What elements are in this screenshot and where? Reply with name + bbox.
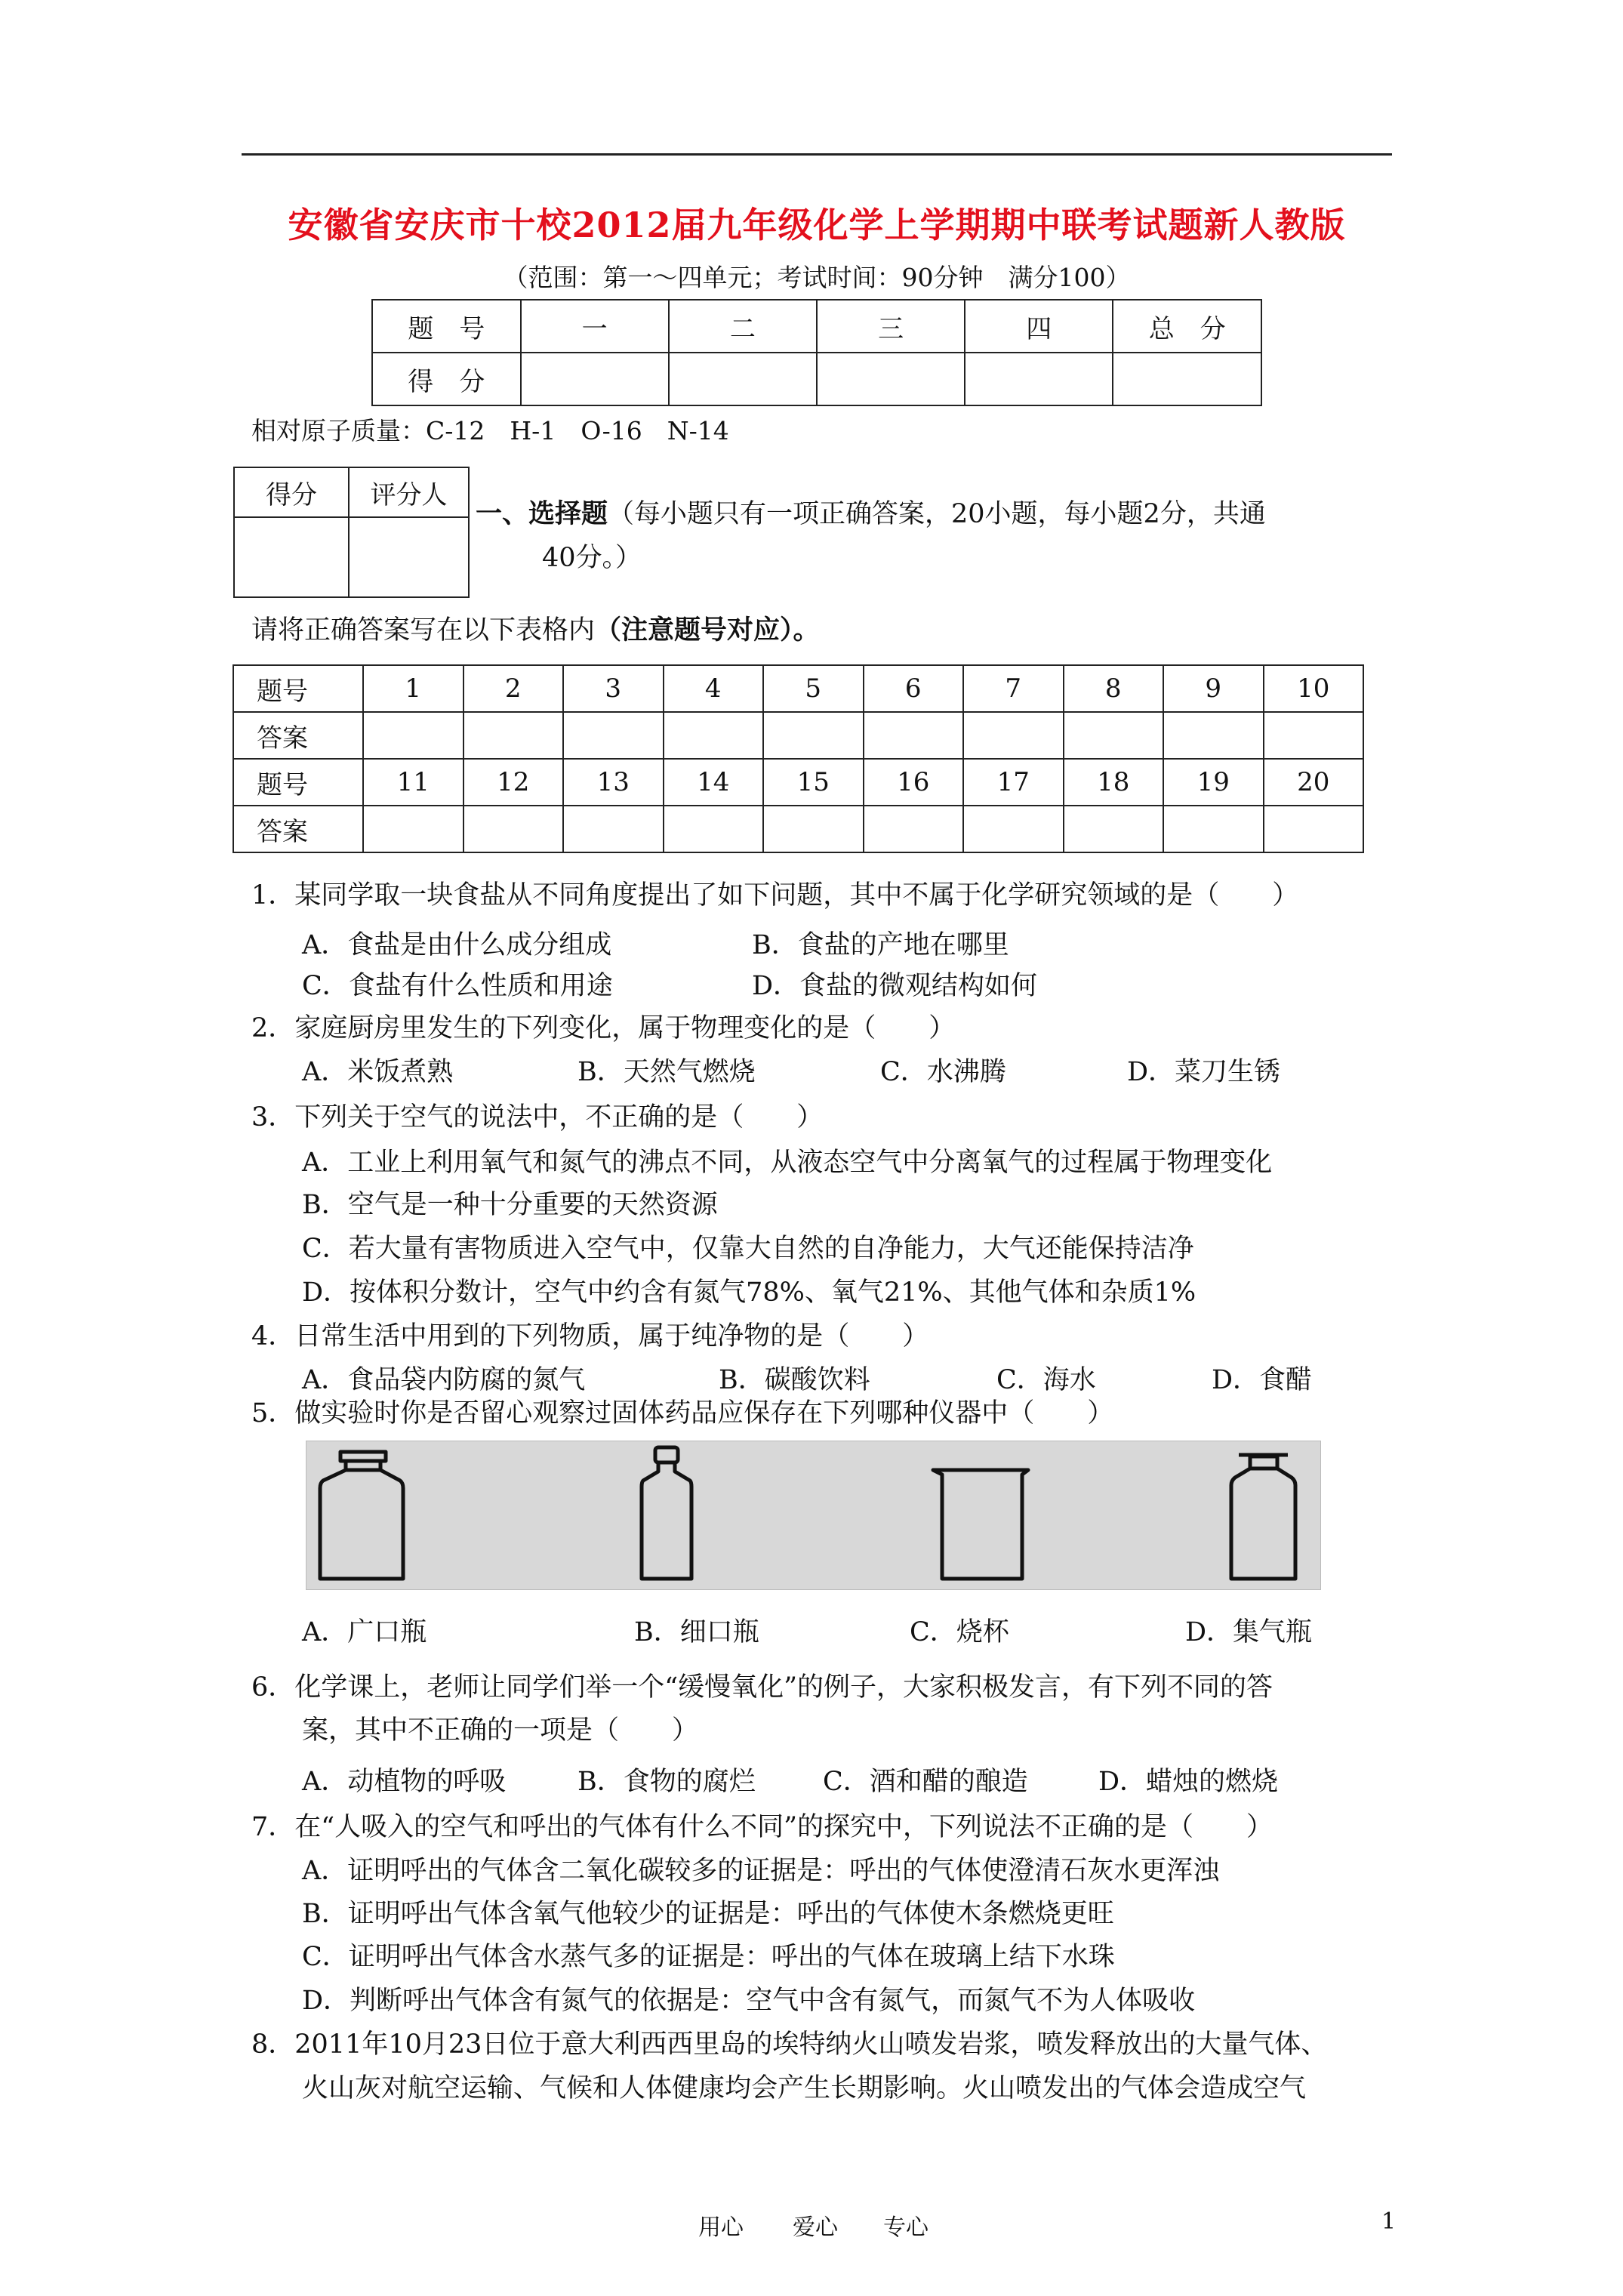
grader-score-label: 得分 [234,467,349,517]
q2-stem: 2．家庭厨房里发生的下列变化，属于物理变化的是（ ） [251,1013,956,1043]
score-header-cell: 三 [817,300,965,353]
q8-line2: 火山灰对航空运输、气候和人体健康均会产生长期影响。火山喷发出的气体会造成空气 [302,2073,1307,2103]
beaker-icon [933,1470,1028,1579]
q1-option-d: D．食盐的微观结构如何 [752,971,1038,1001]
footer-slogan-1: 用心 [698,2214,744,2241]
section1-desc-line2: 40分。） [542,543,642,573]
answer-entry-cell[interactable] [864,806,964,852]
answer-entry-cell[interactable] [1163,806,1264,852]
answer-num-cell: 8 [1064,665,1164,712]
answer-num-cell: 9 [1163,665,1264,712]
score-row-label: 得 分 [372,353,521,405]
answer-num-cell: 14 [664,759,764,806]
q7-option-b: B．证明呼出气体含氧气他较少的证据是：呼出的气体使木条燃烧更旺 [302,1899,1114,1929]
q4-stem: 4．日常生活中用到的下列物质，属于纯净物的是（ ） [251,1321,929,1351]
q1-option-c: C．食盐有什么性质和用途 [302,971,613,1001]
q3-option-d: D．按体积分数计，空气中约含有氮气78%、氧气21%、其他气体和杂质1% [302,1277,1196,1308]
q2-option-a: A．米饭煮熟 [302,1057,454,1087]
score-header-cell: 一 [521,300,669,353]
q3-option-c: C．若大量有害物质进入空气中，仅靠大自然的自净能力，大气还能保持洁净 [302,1234,1194,1264]
q4-option-d: D．食醋 [1212,1365,1313,1395]
q3-stem: 3．下列关于空气的说法中，不正确的是（ ） [251,1102,824,1133]
wide-mouth-bottle-icon [320,1452,403,1579]
q1-stem: 1．某同学取一块食盐从不同角度提出了如下问题，其中不属于化学研究领域的是（ ） [251,880,1299,911]
answer-num-cell: 12 [463,759,564,806]
grader-score-entry[interactable] [234,517,349,597]
q3-option-a: A．工业上利用氧气和氮气的沸点不同，从液态空气中分离氧气的过程属于物理变化 [302,1148,1273,1178]
answer-num-cell: 10 [1264,665,1364,712]
q4-option-a: A．食品袋内防腐的氮气 [302,1365,586,1395]
grader-name-label: 评分人 [349,467,469,517]
answer-num-cell: 16 [864,759,964,806]
answer-entry-cell[interactable] [463,712,564,759]
q5-stem: 5．做实验时你是否留心观察过固体药品应保存在下列哪种仪器中（ ） [251,1398,1114,1428]
q3-option-b: B．空气是一种十分重要的天然资源 [302,1190,718,1220]
answer-num-cell: 6 [864,665,964,712]
answer-num-cell: 4 [664,665,764,712]
answer-num-cell: 2 [463,665,564,712]
q5-option-c: C．烧杯 [910,1617,1009,1647]
answer-num-cell: 13 [563,759,664,806]
answer-num-cell: 19 [1163,759,1264,806]
gas-collecting-bottle-icon [1231,1455,1295,1579]
q2-option-d: D．菜刀生锈 [1127,1057,1281,1087]
answer-entry-cell[interactable] [363,712,463,759]
instruction-emphasis: （注意题号对应）。 [595,615,820,646]
q7-stem: 7．在“人吸入的空气和呼出的气体有什么不同”的探究中，下列说法不正确的是（ ） [251,1812,1273,1842]
score-entry-cell[interactable] [521,353,669,405]
answer-entry-cell[interactable] [363,806,463,852]
section1-heading [476,499,1266,529]
answer-entry-cell[interactable] [763,806,864,852]
q7-option-a: A．证明呼出的气体含二氧化碳较多的证据是：呼出的气体使澄清石灰水更浑浊 [302,1856,1220,1886]
score-entry-cell[interactable] [817,353,965,405]
answer-entry-cell[interactable] [563,806,664,852]
exam-subtitle: （范围：第一～四单元；考试时间：90分钟 满分100） [503,263,1131,292]
lab-glassware-photo [306,1441,1321,1590]
answer-entry-cell[interactable] [664,712,764,759]
answer-table [233,664,1364,853]
section1-desc: （每小题只有一项正确答案，20小题，每小题2分，共通 [608,499,1266,529]
answer-ans-label: 答案 [233,712,363,759]
glassware-illustration [306,1441,1320,1589]
answer-entry-cell[interactable] [463,806,564,852]
q5-option-b: B．细口瓶 [634,1617,759,1647]
q7-option-d: D．判断呼出气体含有氮气的依据是：空气中含有氮气，而氮气不为人体吸收 [302,1986,1196,2016]
answer-num-cell: 3 [563,665,664,712]
answer-entry-cell[interactable] [1163,712,1264,759]
section1-title: 一、选择题 [476,498,608,529]
q1-option-a: A．食盐是由什么成分组成 [302,930,612,960]
q8-line1: 8．2011年10月23日位于意大利西西里岛的埃特纳火山喷发岩浆，喷发释放出的大量气体、 [251,2029,1328,2060]
answer-entry-cell[interactable] [963,806,1064,852]
q6-option-b: B．食物的腐烂 [577,1767,756,1797]
exam-title: 安徽省安庆市十校2012届九年级化学上学期期中联考试题新人教版 [288,205,1346,245]
answer-num-cell: 11 [363,759,463,806]
answer-num-label: 题号 [233,759,363,806]
q6-stem-line2: 案，其中不正确的一项是（ ） [302,1715,699,1746]
instruction-text: 请将正确答案写在以下表格内 [251,615,596,646]
q2-option-c: C．水沸腾 [880,1057,1006,1087]
answer-entry-cell[interactable] [1264,712,1364,759]
footer-slogan-3: 专心 [883,2214,929,2241]
q6-stem-line1: 6．化学课上，老师让同学们举一个“缓慢氧化”的例子，大家积极发言，有下列不同的答 [251,1672,1273,1703]
answer-entry-cell[interactable] [1064,806,1164,852]
answer-entry-cell[interactable] [563,712,664,759]
answer-num-cell: 17 [963,759,1064,806]
score-entry-cell[interactable] [1113,353,1261,405]
score-header-cell: 四 [965,300,1113,353]
q7-option-c: C．证明呼出气体含水蒸气多的证据是：呼出的气体在玻璃上结下水珠 [302,1942,1115,1972]
page-number: 1 [1381,2208,1397,2235]
q4-option-b: B．碳酸饮料 [719,1365,870,1395]
q4-option-c: C．海水 [996,1365,1096,1395]
answer-num-cell: 15 [763,759,864,806]
narrow-mouth-bottle-icon [642,1447,691,1579]
q6-option-c: C．酒和醋的酿造 [823,1767,1028,1797]
answer-entry-cell[interactable] [1264,806,1364,852]
answer-entry-cell[interactable] [864,712,964,759]
score-entry-cell[interactable] [965,353,1113,405]
q6-option-d: D．蜡烛的燃烧 [1098,1767,1279,1797]
grader-name-entry[interactable] [349,517,469,597]
answer-num-cell: 20 [1264,759,1364,806]
score-header-cell: 题 号 [372,300,521,353]
grader-box [233,467,470,598]
score-header-cell: 二 [669,300,817,353]
answer-num-label: 题号 [233,665,363,712]
answer-num-cell: 1 [363,665,463,712]
q5-option-d: D．集气瓶 [1185,1617,1313,1647]
q2-option-b: B．天然气燃烧 [577,1057,756,1087]
answer-num-cell: 7 [963,665,1064,712]
answer-instruction [251,615,820,646]
atomic-mass-line: 相对原子质量：C-12 H-1 O-16 N-14 [251,416,729,445]
answer-entry-cell[interactable] [763,712,864,759]
q6-option-a: A．动植物的呼吸 [302,1767,507,1797]
footer-slogan-2: 爱心 [793,2214,838,2241]
answer-entry-cell[interactable] [963,712,1064,759]
answer-entry-cell[interactable] [1064,712,1164,759]
answer-num-cell: 18 [1064,759,1164,806]
score-entry-cell[interactable] [669,353,817,405]
q1-option-b: B．食盐的产地在哪里 [752,930,1009,960]
score-header-cell: 总 分 [1113,300,1261,353]
header-rule [242,153,1392,156]
answer-num-cell: 5 [763,665,864,712]
q5-option-a: A．广口瓶 [302,1617,427,1647]
answer-entry-cell[interactable] [664,806,764,852]
answer-ans-label: 答案 [233,806,363,852]
score-table [371,299,1262,406]
